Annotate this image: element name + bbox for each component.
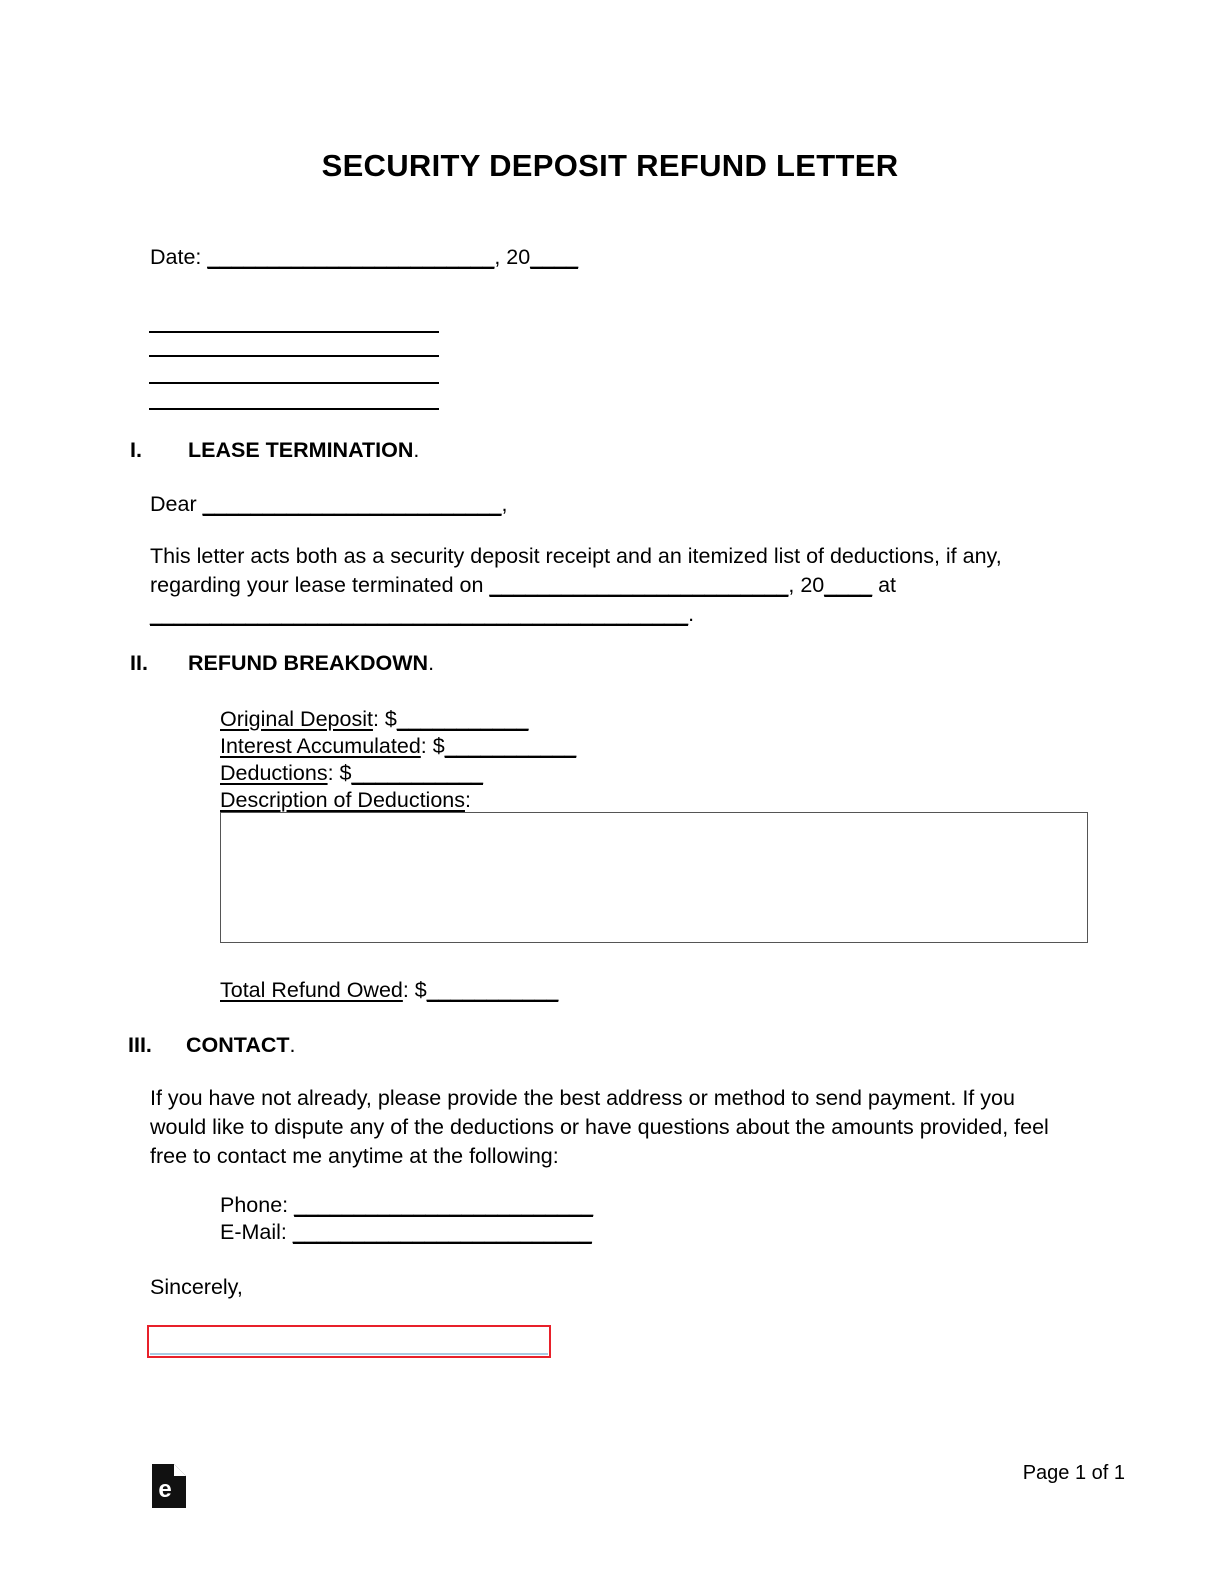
page-title: SECURITY DEPOSIT REFUND LETTER — [321, 148, 899, 183]
breakdown-item-interest-accumulated — [220, 733, 576, 760]
section-numeral-3: III. — [128, 1033, 152, 1057]
salutation-label: Dear — [150, 492, 203, 516]
section-period-2: . — [428, 651, 435, 675]
email-input[interactable]: _________________________ — [292, 1220, 592, 1244]
svg-text:e: e — [158, 1476, 172, 1503]
total-refund-owed-colon: : $ — [402, 978, 427, 1002]
section-numeral-2: II. — [130, 651, 148, 675]
lease-body-end: . — [688, 602, 695, 626]
lease-body-part-3: at — [872, 573, 896, 597]
breakdown-item-original-deposit — [220, 706, 528, 733]
description-of-deductions-label: Description of Deductions — [220, 788, 465, 812]
address-line-2[interactable] — [149, 355, 439, 357]
date-year-blank[interactable]: ____ — [530, 245, 579, 269]
total-refund-owed-line — [220, 977, 558, 1004]
section-numeral-1: I. — [130, 438, 142, 462]
address-line-3[interactable] — [149, 382, 439, 384]
lease-termination-paragraph — [150, 542, 1042, 629]
section-title-2: REFUND BREAKDOWN — [188, 651, 429, 675]
original-deposit-blank[interactable]: ___________ — [396, 707, 529, 731]
eforms-logo-icon — [152, 1464, 186, 1508]
section-period-1: . — [413, 438, 420, 462]
email-line — [220, 1219, 592, 1246]
phone-line — [220, 1192, 593, 1219]
salutation-comma: , — [501, 492, 508, 516]
deductions-colon: : $ — [327, 761, 352, 785]
interest-accumulated-colon: : $ — [420, 734, 445, 758]
address-line-1[interactable] — [149, 331, 439, 333]
phone-label: Phone: — [220, 1193, 295, 1217]
total-refund-owed-blank[interactable]: ___________ — [426, 978, 559, 1002]
interest-accumulated-blank[interactable]: ___________ — [444, 734, 577, 758]
lease-body-part-1: This letter acts both as a security deposit receipt and an itemized list of deductions, if any, regarding your lease terminated on — [150, 544, 1002, 597]
signature-input[interactable] — [147, 1325, 551, 1358]
email-label: E-Mail: — [220, 1220, 293, 1244]
deductions-blank[interactable]: ___________ — [351, 761, 484, 785]
section-title-3: CONTACT — [186, 1033, 290, 1057]
deductions-label: Deductions — [220, 761, 328, 785]
breakdown-item-deductions — [220, 760, 483, 787]
salutation-line — [150, 490, 508, 518]
date-year-prefix: , 20 — [494, 245, 531, 269]
contact-paragraph: If you have not already, please provide the best address or method to send payment. If you would like to dispute any of the deductions or have questions about the amounts provided, feel free to contact me anytime at the following: — [150, 1086, 1049, 1168]
termination-address-blank[interactable]: _____________________________________________ — [150, 602, 689, 626]
breakdown-item-description-label — [220, 787, 471, 814]
termination-date-blank[interactable]: _________________________ — [489, 573, 789, 597]
page-number: Page 1 of 1 — [1022, 1462, 1125, 1484]
total-refund-owed-label: Total Refund Owed — [220, 978, 403, 1002]
section-heading-lease-termination — [130, 436, 419, 464]
salutation-blank[interactable]: _________________________ — [202, 492, 502, 516]
lease-body-part-2: , 20 — [788, 573, 825, 597]
date-blank[interactable]: ________________________ — [207, 245, 495, 269]
section-period-3: . — [289, 1033, 296, 1057]
address-line-4[interactable] — [149, 408, 439, 410]
closing-sincerely: Sincerely, — [150, 1275, 243, 1299]
section-heading-refund-breakdown — [130, 649, 434, 677]
original-deposit-colon: : $ — [372, 707, 397, 731]
date-line — [150, 243, 578, 271]
description-of-deductions-textarea[interactable] — [220, 812, 1088, 943]
signature-baseline — [150, 1353, 548, 1355]
section-heading-contact — [128, 1031, 296, 1059]
original-deposit-label: Original Deposit — [220, 707, 373, 731]
phone-input[interactable]: _________________________ — [294, 1193, 594, 1217]
interest-accumulated-label: Interest Accumulated — [220, 734, 421, 758]
termination-year-blank[interactable]: ____ — [824, 573, 873, 597]
section-title-1: LEASE TERMINATION — [188, 438, 414, 462]
date-label: Date: — [150, 245, 208, 269]
description-of-deductions-colon: : — [464, 788, 471, 812]
